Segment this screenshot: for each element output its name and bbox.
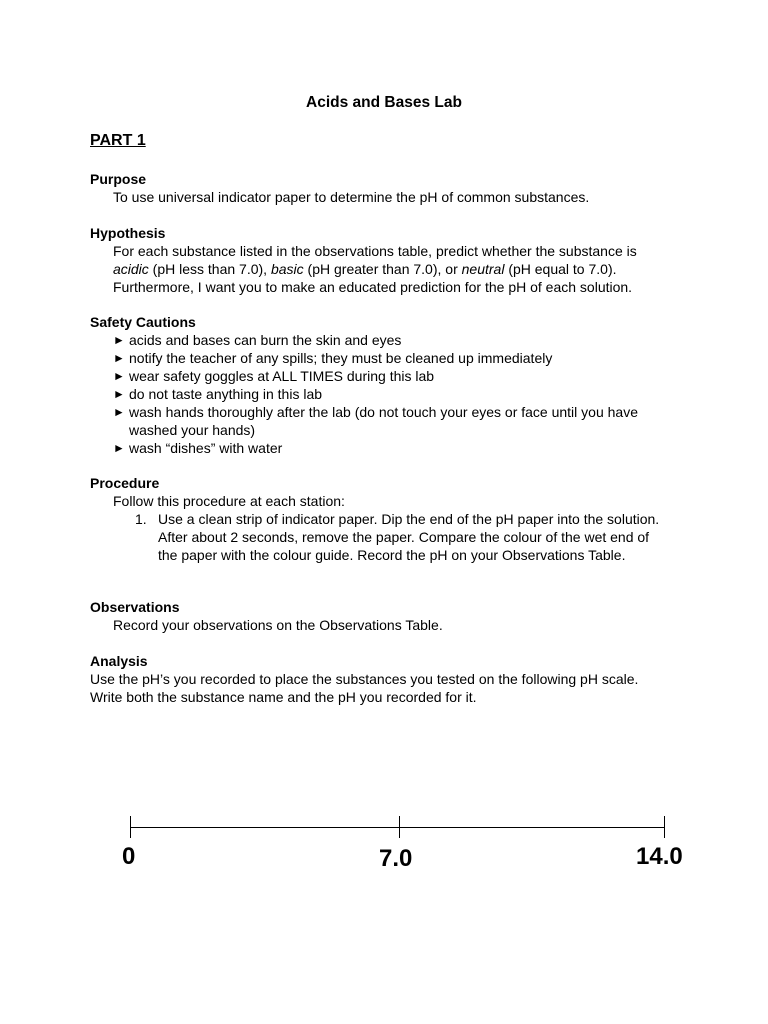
ph-label-7: 7.0	[379, 845, 413, 872]
observations-heading: Observations	[90, 599, 180, 615]
safety-item: ► acids and bases can burn the skin and eyes	[113, 332, 402, 348]
procedure-step	[90, 510, 690, 564]
ph-scale	[0, 805, 768, 885]
purpose-section	[90, 170, 690, 206]
step-number: 1.	[135, 511, 147, 527]
observations-text: Record your observations on the Observations Table.	[113, 617, 443, 633]
part-heading: PART 1	[90, 132, 146, 149]
safety-item: ► wash hands thoroughly after the lab (do not touch your eyes or face until you have washed your hands)	[113, 404, 638, 438]
ph-label-0: 0	[122, 843, 136, 870]
safety-heading: Safety Cautions	[90, 314, 196, 330]
hypothesis-seg-2: (pH greater than 7.0), or	[303, 261, 462, 277]
safety-item: ► notify the teacher of any spills; they must be cleaned up immediately	[113, 350, 553, 366]
procedure-intro: Follow this procedure at each station:	[113, 493, 345, 509]
bullet-arrow-icon: ►	[113, 405, 125, 419]
basic-term: basic	[270, 261, 304, 277]
hypothesis-seg-1: (pH less than 7.0),	[148, 261, 271, 277]
ph-tick-14	[664, 816, 665, 838]
procedure-section	[90, 474, 690, 564]
bullet-arrow-icon: ►	[113, 387, 125, 401]
purpose-text: To use universal indicator paper to determine the pH of common substances.	[113, 189, 590, 205]
hypothesis-line-3: Furthermore, I want you to make an educated prediction for the pH of each solution.	[113, 279, 633, 295]
safety-item: ► do not taste anything in this lab	[113, 386, 323, 402]
page-title: Acids and Bases Lab	[306, 94, 462, 111]
hypothesis-line-1: For each substance listed in the observations table, predict whether the substance is	[113, 243, 637, 259]
acidic-term: acidic	[113, 261, 149, 277]
safety-section	[90, 313, 690, 457]
hypothesis-heading: Hypothesis	[90, 225, 166, 241]
hypothesis-seg-3: (pH equal to 7.0).	[504, 261, 617, 277]
hypothesis-section	[90, 224, 690, 296]
bullet-arrow-icon: ►	[113, 351, 125, 365]
bullet-arrow-icon: ►	[113, 369, 125, 383]
analysis-section	[90, 652, 650, 706]
observations-section	[90, 598, 690, 634]
step-text: Use a clean strip of indicator paper. Dip the end of the pH paper into the solution. After about 2 seconds, remove the paper. Compare the colour of the wet end of the paper with the colour guide. Record the pH on your Observations Table.	[158, 511, 660, 563]
ph-scale-axis	[130, 827, 665, 828]
ph-tick-0	[130, 816, 131, 838]
neutral-term: neutral	[461, 261, 505, 277]
bullet-arrow-icon: ►	[113, 441, 125, 455]
safety-item: ► wash “dishes” with water	[113, 440, 283, 456]
ph-label-14: 14.0	[636, 843, 683, 870]
safety-item: ► wear safety goggles at ALL TIMES during this lab	[113, 368, 435, 384]
analysis-heading: Analysis	[90, 653, 148, 669]
procedure-heading: Procedure	[90, 475, 160, 491]
analysis-text: Use the pH’s you recorded to place the substances you tested on the following pH scale. Write both the substance name and the pH you recorded for it.	[90, 671, 639, 705]
ph-tick-7	[399, 816, 400, 838]
bullet-arrow-icon: ►	[113, 333, 125, 347]
purpose-heading: Purpose	[90, 171, 147, 187]
hypothesis-line-2	[90, 260, 690, 278]
safety-list	[90, 331, 690, 457]
